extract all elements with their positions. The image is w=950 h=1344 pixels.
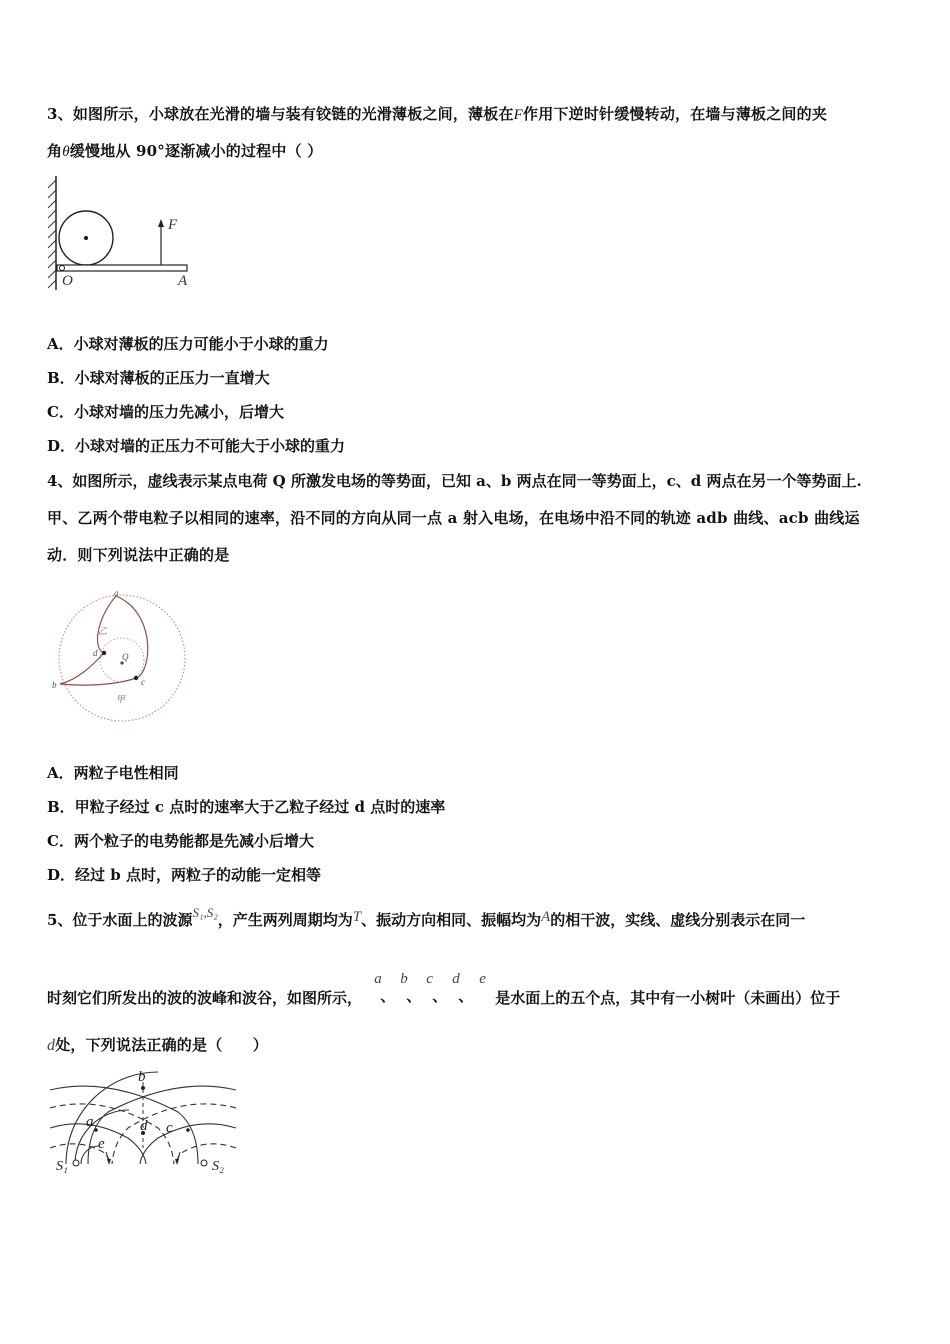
- q4-option-c[interactable]: C．两个粒子的电势能都是先减小后增大: [47, 832, 314, 850]
- q5-stem-line1: 5、位于水面上的波源S₁,S₂，产生两列周期均为T、振动方向相同、振幅均为A的相干波，实线、虚线分别表示在同一: [47, 905, 806, 929]
- q4-stem-line2: 甲、乙两个带电粒子以相同的速率，沿不同的方向从同一点 a 射入电场，在电场中沿不同的轨迹 adb 曲线、acb 曲线运: [47, 509, 860, 527]
- q4-option-d[interactable]: D．经过 b 点时，两粒子的动能一定相等: [47, 866, 321, 884]
- q4-figure: [52, 588, 192, 728]
- q3-board: [57, 265, 187, 271]
- q4-label-c: c: [141, 677, 145, 687]
- q4-option-b[interactable]: B．甲粒子经过 c 点时的速率大于乙粒子经过 d 点时的速率: [47, 798, 446, 816]
- q5-source-s2: [201, 1160, 207, 1166]
- q5-label-b: b: [138, 1069, 146, 1085]
- q3-option-d[interactable]: D．小球对墙的正压力不可能大于小球的重力: [47, 437, 346, 455]
- q5-sources-symbol: S₁,S₂: [192, 905, 218, 920]
- q3-stem-line2: 角θ缓慢地从 90°逐渐减小的过程中（ ）: [47, 142, 323, 160]
- q5-label-a: a: [86, 1114, 94, 1130]
- q4-stem-line1: 4、如图所示，虚线表示某点电荷 Q 所激发电场的等势面，已知 a、b 两点在同一等势面上，c、d 两点在另一个等势面上.: [47, 472, 862, 490]
- q3-label-O: O: [62, 273, 73, 289]
- q3-theta-symbol: θ: [62, 144, 70, 160]
- q3-figure: [44, 172, 194, 292]
- q4-option-a[interactable]: A．两粒子电性相同: [47, 764, 179, 782]
- q4-trajectory-adb: [60, 596, 116, 684]
- q5-label-c: c: [166, 1120, 173, 1136]
- q4-label-jia: 甲: [116, 694, 126, 704]
- q5-stem-line2: 时刻它们所发出的波的波峰和波谷，如图所示， a 、 b 、 c 、 d 、 e 是水面上的五个点，其中有一小树叶（未画出）位于: [47, 971, 841, 1007]
- q5-period-symbol: T: [352, 909, 362, 925]
- q4-label-yi: 乙: [98, 626, 108, 636]
- q4-label-b: b: [52, 680, 57, 690]
- q4-stem-line3: 动．则下列说法中正确的是: [47, 546, 230, 564]
- q5-label-s1: S₁: [56, 1159, 68, 1174]
- q3-option-b[interactable]: B．小球对薄板的正压力一直增大: [47, 369, 270, 387]
- q5-points-list: a 、 b 、 c 、 d 、 e: [374, 971, 486, 1005]
- q5-figure: [48, 1068, 238, 1176]
- q5-label-s2: S₂: [212, 1159, 224, 1174]
- q4-label-Q: Q: [122, 652, 129, 662]
- q4-label-a: a: [114, 588, 119, 598]
- q3-label-F: F: [168, 217, 178, 233]
- q4-label-d: d: [93, 648, 98, 658]
- q3-option-c[interactable]: C．小球对墙的压力先减小，后增大: [47, 403, 284, 421]
- q3-force-symbol: F: [513, 107, 524, 123]
- q3-label-A: A: [178, 273, 188, 289]
- q3-option-a[interactable]: A．小球对薄板的压力可能小于小球的重力: [47, 335, 329, 353]
- q5-source-s1: [73, 1160, 79, 1166]
- q5-amplitude-symbol: A: [541, 909, 551, 925]
- q5-label-d: d: [140, 1118, 148, 1134]
- q5-label-e: e: [98, 1136, 105, 1152]
- q5-point-d-symbol: d: [47, 1037, 56, 1054]
- q5-stem-line3: d处，下列说法正确的是（ ）: [47, 1036, 269, 1054]
- q3-stem-line1: 3、如图所示，小球放在光滑的墙与装有铰链的光滑薄板之间，薄板在F作用下逆时针缓慢转动，在墙与薄板之间的夹: [47, 105, 828, 123]
